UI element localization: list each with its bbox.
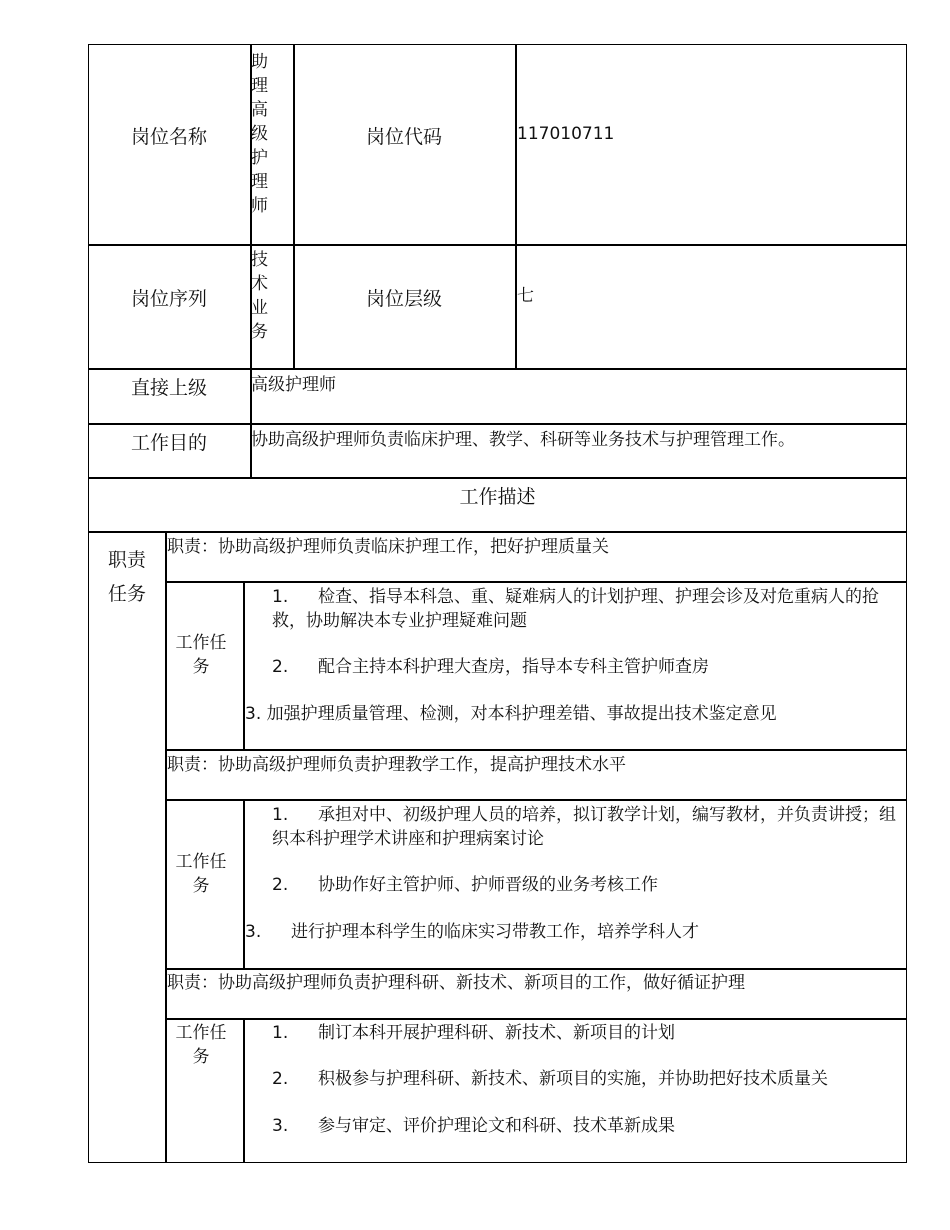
task-text: 3. 加强护理质量管理、检测，对本科护理差错、事故提出技术鉴定意见: [245, 704, 777, 724]
task-item: [272, 1021, 902, 1045]
task-label: 工作任务: [175, 1023, 227, 1067]
duty-title: 职责：协助高级护理师负责临床护理工作，把好护理质量关: [167, 537, 609, 557]
column-divider: [293, 44, 295, 369]
task-number: 1.: [272, 1023, 289, 1043]
task-number: 1.: [272, 587, 289, 607]
label-position-name: 岗位名称: [130, 126, 207, 148]
task-number: 2.: [272, 657, 289, 677]
task-item: [245, 920, 900, 944]
duty-title: 职责：协助高级护理师负责护理科研、新技术、新项目的工作，做好循证护理: [167, 973, 745, 993]
task-item: [272, 1114, 902, 1138]
task-item: [272, 803, 902, 851]
task-number: 2.: [272, 1069, 289, 1089]
row-divider: [88, 477, 907, 479]
task-text: 配合主持本科护理大查房，指导本专科主管护师查房: [318, 657, 709, 677]
row-divider: [166, 581, 907, 583]
label-direct-superior: 直接上级: [130, 377, 207, 399]
task-text: 检查、指导本科急、重、疑难病人的计划护理、护理会诊及对危重病人的抢救，协助解决本专业护理疑难问题: [272, 587, 879, 631]
row-divider: [166, 1018, 907, 1020]
row-divider: [88, 531, 907, 533]
row-divider: [166, 968, 907, 970]
task-text: 积极参与护理科研、新技术、新项目的实施，并协助把好技术质量关: [318, 1069, 828, 1089]
task-number: 3.: [245, 922, 262, 942]
column-divider: [243, 1018, 245, 1163]
column-divider: [165, 531, 167, 1163]
task-number: 1.: [272, 805, 289, 825]
value-position-name: 助理高级护理师: [251, 52, 268, 216]
task-text: 协助作好主管护师、护师晋级的业务考核工作: [318, 875, 658, 895]
task-text: 承担对中、初级护理人员的培养，拟订教学计划，编写教材，并负责讲授；组织本科护理学术讲座和护理病案讨论: [272, 805, 896, 849]
task-number: 2.: [272, 875, 289, 895]
value-work-purpose: 协助高级护理师负责临床护理、教学、科研等业务技术与护理管理工作。: [251, 430, 795, 450]
section-title-work-description: 工作描述: [459, 486, 536, 508]
value-direct-superior: 高级护理师: [251, 375, 336, 395]
task-item: [272, 1067, 902, 1091]
row-divider: [88, 244, 907, 246]
row-divider: [88, 368, 907, 370]
value-position-code: 117010711: [517, 124, 615, 144]
row-divider: [166, 749, 907, 751]
task-number: 3.: [272, 1116, 289, 1136]
task-text: 制订本科开展护理科研、新技术、新项目的计划: [318, 1023, 675, 1043]
label-position-sequence: 岗位序列: [130, 288, 207, 310]
column-divider: [515, 44, 517, 369]
task-item: [272, 655, 902, 679]
label-position-level: 岗位层级: [365, 288, 442, 310]
task-text: 进行护理本科学生的临床实习带教工作，培养学科人才: [291, 922, 699, 942]
label-duties-tasks: 职责任务: [107, 549, 146, 605]
task-label: 工作任务: [175, 852, 227, 896]
value-position-sequence: 技术业务: [251, 250, 268, 342]
task-item: [272, 585, 902, 633]
label-work-purpose: 工作目的: [130, 432, 207, 454]
duty-title: 职责：协助高级护理师负责护理教学工作，提高护理技术水平: [167, 755, 626, 775]
task-item: [272, 873, 902, 897]
task-text: 参与审定、评价护理论文和科研、技术革新成果: [318, 1116, 675, 1136]
value-position-level: 七: [517, 286, 534, 306]
task-label: 工作任务: [175, 633, 227, 677]
row-divider: [166, 799, 907, 801]
row-divider: [88, 423, 907, 425]
label-position-code: 岗位代码: [365, 126, 442, 148]
task-item: [245, 702, 900, 726]
